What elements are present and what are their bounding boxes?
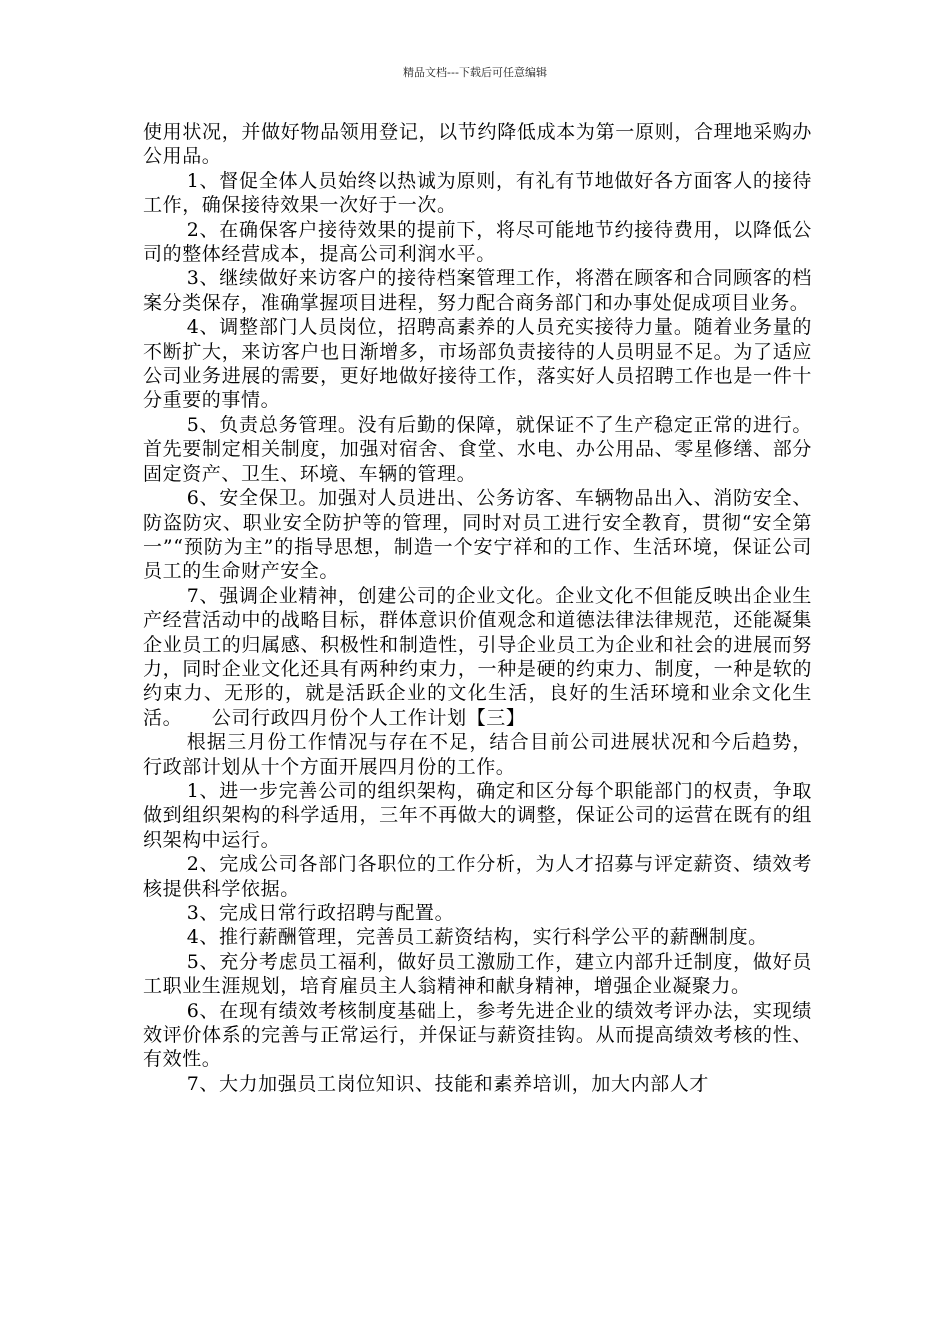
- paragraph-item-6: 6、安全保卫。加强对人员进出、公务访客、车辆物品出入、消防安全、防盗防灾、职业安全防护等的管理，同时对员工进行安全教育，贯彻“安全第一”“预防为主”的指导思想，制造一个安宁祥和的工作、生活环境，保证公司员工的生命财产安全。: [143, 487, 812, 583]
- paragraph-plan-item-5: 5、充分考虑员工福利，做好员工激励工作，建立内部升迁制度，做好员工职业生涯规划，培育雇员主人翁精神和献身精神，增强企业凝聚力。: [143, 950, 812, 998]
- paragraph-plan-item-4: 4、推行薪酬管理，完善员工薪资结构，实行科学公平的薪酬制度。: [186, 926, 768, 949]
- paragraph-plan-item-7: 7、大力加强员工岗位知识、技能和素养培训，加大内部人才: [186, 1072, 709, 1095]
- paragraph-plan-item-3: 3、完成日常行政招聘与配置。: [186, 902, 455, 924]
- paragraph-plan-intro: 根据三月份工作情况与存在不足，结合目前公司进展状况和今后趋势，行政部计划从十个方面开展四月份的工作。: [143, 731, 812, 778]
- paragraph-item-5: 5、负责总务管理。没有后勤的保障，就保证不了生产稳定正常的进行。首先要制定相关制度，加强对宿舍、食堂、水电、办公用品、零星修缮、部分固定资产、卫生、环境、车辆的管理。: [143, 413, 812, 485]
- paragraph-plan-item-6: 6、在现有绩效考核制度基础上，参考先进企业的绩效考评办法，实现绩效评价体系的完善与正常运行，并保证与薪资挂钩。从而提高绩效考核的性、有效性。: [143, 999, 812, 1071]
- paragraph-item-2: 2、在确保客户接待效果的提前下，将尽可能地节约接待费用，以降低公司的整体经营成本，提高公司利润水平。: [143, 218, 812, 266]
- paragraph-intro: 使用状况，并做好物品领用登记，以节约降低成本为第一原则，合理地采购办公用品。: [143, 121, 812, 168]
- paragraph-item-4: 4、调整部门人员岗位，招聘高素养的人员充实接待力量。随着业务量的不断扩大，来访客户也日渐增多，市场部负责接待的人员明显不足。为了适应公司业务进展的需要，更好地做好接待工作，落实好人员招聘工作也是一件十分重要的事情。: [143, 316, 812, 412]
- paragraph-item-7: 7、强调企业精神，创建公司的企业文化。企业文化不但能反映出企业生产经营活动中的战略目标，群体意识价值观念和道德法律法律规范，还能凝集企业员工的归属感、积极性和制造性，引导企业员工为企业和社会的进展而努力，同时企业文化还具有两种约束力，一种是硬的约束力、制度，一种是软的约束力、无形的，就是活跃企业的文化生活，良好的生活环境和业余文化生活。 公司行政四月份个人工作计划【三】: [143, 584, 812, 729]
- page-header: 精品文档---下载后可任意编辑: [403, 66, 547, 79]
- paragraph-plan-item-1: 1、进一步完善公司的组织架构，确定和区分每个职能部门的权责，争取做到组织架构的科学适用，三年不再做大的调整，保证公司的运营在既有的组织架构中运行。: [143, 779, 812, 851]
- paragraph-plan-item-2: 2、完成公司各部门各职位的工作分析，为人才招募与评定薪资、绩效考核提供科学依据。: [143, 853, 812, 900]
- paragraph-item-1: 1、督促全体人员始终以热诚为原则，有礼有节地做好各方面客人的接待工作，确保接待效果一次好于一次。: [143, 169, 812, 217]
- document-body: [143, 120, 812, 1096]
- paragraph-item-3: 3、继续做好来访客户的接待档案管理工作，将潜在顾客和合同顾客的档案分类保存，准确掌握项目进程，努力配合商务部门和办事处促成项目业务。: [143, 267, 812, 314]
